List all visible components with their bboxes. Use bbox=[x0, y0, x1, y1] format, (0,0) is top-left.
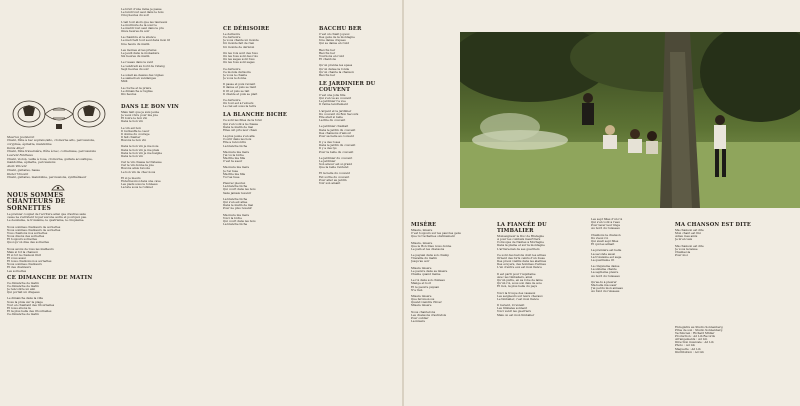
lyric-line bbox=[675, 282, 793, 285]
lyric-line: Buvons le bon vin bbox=[121, 139, 147, 143]
lyric-line: Le bruit d'une rame je passe bbox=[121, 8, 162, 11]
lyric-line: C'est ta sœur bbox=[223, 160, 243, 164]
lyric-line: Et si je meurs bbox=[121, 176, 141, 180]
lyric-line: Dans le bon vin bbox=[121, 120, 143, 124]
column-5 bbox=[408, 210, 488, 406]
credit-role: Dieter Vincent bbox=[7, 171, 29, 176]
credit-line: Enregistré au Studio Sonnenberg bbox=[675, 325, 723, 329]
lyric-line: Et qui les aimait bbox=[591, 243, 615, 247]
lyric-line: Où tout est à l'envers bbox=[223, 102, 254, 106]
lyric-line: Et chantons bbox=[319, 58, 336, 62]
column-6 bbox=[494, 210, 582, 406]
lyric-line: Mais tant que je suis jeune bbox=[121, 110, 160, 114]
lyric-line: Et vous aussi bbox=[7, 257, 26, 261]
lyric-line: La quatrième rit bbox=[591, 258, 615, 262]
lyric-line: Pour moi bbox=[675, 254, 688, 258]
lyric-line: Ma chanson est dite bbox=[675, 244, 704, 248]
lyric-line: Et la plus belle des ritournelles bbox=[7, 310, 52, 313]
lyric-line: Misère misère bbox=[411, 294, 432, 298]
lyric-line: Avec les timbaliers, ainsi bbox=[497, 275, 533, 279]
song-title: CE DIMANCHE DE MATIN bbox=[7, 274, 93, 281]
lyric-line: Le jardinier du couvent bbox=[319, 156, 353, 160]
lyric-line: A pour les combats meurtriers bbox=[497, 238, 541, 242]
lyric-line: Le paysan dans son champ bbox=[411, 254, 450, 258]
lyric-line: Qui se danse en rond bbox=[319, 42, 350, 46]
lyric-line: Sans jamais revenir bbox=[223, 191, 252, 195]
band-photo bbox=[460, 32, 800, 208]
lyric-line: Et le pauvre paysan bbox=[411, 285, 440, 289]
lyric-line: Je vous chante un monde bbox=[223, 39, 259, 43]
lyric-line bbox=[411, 330, 485, 333]
lyric-line: Le ciel est sous la terre bbox=[223, 105, 257, 109]
lyric-line: Misère, misère bbox=[411, 241, 433, 245]
lyric-line: Le vin est bon bbox=[121, 126, 141, 130]
lyric-line: Où les fous sont des rois bbox=[223, 54, 258, 58]
lyric-line: Mon chant est fini bbox=[675, 232, 701, 236]
lyric-line: Travaille du matin bbox=[411, 257, 437, 261]
column-4 bbox=[316, 0, 400, 406]
lyric-line: Nous sommes chanteurs bbox=[7, 263, 42, 267]
lyric-line: Je vous le donne bbox=[223, 76, 247, 80]
lyric-line: Le mardi tout seul dans le pré bbox=[121, 26, 164, 30]
lyric-line: Il fait chanter bbox=[121, 136, 141, 140]
lyric-line: La tête sous le robinet bbox=[121, 186, 153, 190]
lyric-line: Le roseau dans le vent bbox=[121, 61, 154, 65]
lyric-line: Convoqué de Nantes à Mortagne bbox=[497, 241, 544, 245]
lyric-line: Les seigneurs sur leurs chevaux bbox=[497, 294, 543, 298]
lyric-line: Le jeudi dans le monastère bbox=[121, 51, 160, 55]
lyric-line: Monseigneur le Duc de Bretagne bbox=[497, 235, 544, 238]
lyric-line: J'ai perdu mon anneau bbox=[591, 287, 624, 291]
lyric-line: Nous sommes chanteurs de sornettes bbox=[7, 225, 61, 229]
lyric-line: Et la belle du couvent bbox=[319, 172, 350, 176]
lyric-line: L'un d'entre eux est mon fiancé bbox=[497, 266, 542, 270]
lyric-line: Car le vin donne la joie bbox=[121, 164, 154, 168]
lyric-line: Ma fille ma fille bbox=[223, 157, 246, 161]
lyric-line: Dans la plaine et sur la montagne bbox=[497, 244, 545, 248]
song-lyrics bbox=[591, 218, 665, 331]
lyric-line: Car le vin chasse la tristesse bbox=[121, 161, 162, 165]
lyric-line: Sous la pluie sur la plage bbox=[7, 300, 43, 304]
lyric-line bbox=[319, 198, 397, 201]
lyric-line: Les sept filles d'un roi bbox=[591, 218, 623, 221]
lyric-line: Quoi qu'on dise des sornettes bbox=[7, 241, 49, 245]
lyric-line: Ma mère ma mère bbox=[223, 150, 250, 154]
lyric-line: Je m'en vais bbox=[675, 238, 693, 242]
lyric-line: Voici venir les guerriers bbox=[497, 310, 531, 314]
song-title: LE JARDINIER DU COUVENT bbox=[319, 80, 376, 93]
lyric-line: Il passe et puis revient bbox=[223, 83, 256, 87]
lyric-line bbox=[121, 189, 211, 192]
lyric-line: Elle était si belle bbox=[319, 115, 343, 119]
lyric-line: Les pieds sous le tonneau bbox=[121, 183, 158, 187]
column-7 bbox=[588, 210, 668, 406]
lyric-line: Des gens de la montagne bbox=[319, 36, 355, 40]
credit-role: Laurent Feldhaus bbox=[7, 153, 33, 158]
lyric-line: Nous avons de tous les malheurs bbox=[7, 247, 54, 251]
lyric-line: Ma fille ma fille bbox=[223, 172, 246, 176]
song-lyrics bbox=[411, 229, 485, 333]
lyric-line: Le dérisoire bbox=[223, 33, 241, 36]
lyric-line: Ce monde dérisoire bbox=[223, 70, 251, 74]
lyric-line: Ce dimanche de matin bbox=[7, 281, 39, 285]
lyric-line: Pleurez pleurez bbox=[223, 182, 246, 186]
lyric-line: Jusqu'au soir bbox=[411, 260, 430, 264]
band-photo-image bbox=[460, 32, 800, 208]
lyric-line: Des chansons d'amour bbox=[319, 131, 352, 135]
lyric-line: Six heures du matin bbox=[121, 55, 150, 59]
lyric-line: Qu'un pâtre, en sa robe de laine bbox=[497, 278, 543, 282]
lyric-line: Dans le bon vin je me baigne bbox=[121, 151, 163, 155]
song-title: LA FIANCÉE DU TIMBALIER bbox=[497, 222, 547, 234]
lyric-line: Nous chanterons bbox=[411, 310, 436, 314]
song-title: NOUS SOMMES CHANTEURS DE SORNETTES bbox=[7, 191, 66, 212]
lyric-line: Je l'ai tuée bbox=[223, 169, 239, 173]
song-title: MA CHANSON EST DITE bbox=[675, 222, 752, 228]
lyric-line: Un monde fait de rien bbox=[223, 42, 255, 46]
lyric-line: La misère bbox=[411, 320, 426, 324]
lyric-line: Le mercredi tout seul dans mon lit bbox=[121, 39, 170, 43]
lyric-line: Ce dérisoire bbox=[223, 98, 241, 102]
song-lyrics bbox=[319, 33, 397, 77]
lyric-line: Du couvent du Bon Secours bbox=[319, 112, 359, 116]
lyric-line: Courir dans les bois bbox=[223, 138, 252, 142]
lyric-line: La chambre et le silence bbox=[121, 36, 156, 40]
lyric-line: Le roi dans son château bbox=[411, 279, 445, 283]
lyric-line: Le deuxième, le troisième, le quatrième, le cinquième. bbox=[7, 219, 85, 223]
lyric-line: La septième pleure bbox=[591, 271, 619, 275]
lyric-line: Le lundi tout seul dans le bois bbox=[121, 11, 164, 15]
song-title: BACCHU BER bbox=[319, 26, 362, 32]
lyric-line: Le jardinier bbox=[319, 159, 336, 163]
lyric-line: Ce sont des barons dont les armes bbox=[497, 253, 546, 257]
lyric-line: Il rit et puis se tait bbox=[223, 89, 250, 93]
lyric-line: Il y a des lys bbox=[319, 147, 337, 151]
lyric-line: Le pauvre dans sa misère bbox=[411, 269, 448, 273]
lyric-line: Voici la troupe des vassaux bbox=[497, 291, 536, 295]
lyric-line: Il donne du courage bbox=[121, 132, 150, 136]
lyric-line: La sixième chante bbox=[591, 268, 617, 272]
lyric-line: Ma belle ma sœur bbox=[591, 283, 617, 287]
lyric-line: Pour ne plus revenir bbox=[223, 207, 252, 211]
lyric-line: Il chante et puis se plaît bbox=[223, 92, 258, 96]
lyric-line: La cinquième danse bbox=[591, 265, 620, 269]
lyric-line: Qu'un roi, sous son dais de soie bbox=[497, 282, 542, 286]
lyric-line: Qui s'en est allée bbox=[223, 201, 248, 205]
lyric-line: Ce sont les filles de la forêt bbox=[223, 119, 262, 123]
lyric-line: Une heure du matin bbox=[121, 42, 150, 46]
song-lyrics bbox=[319, 94, 397, 201]
lyric-line: J'ai vu la biche bbox=[223, 153, 244, 157]
lyric-line: Chantez-la bbox=[675, 250, 691, 254]
lyric-line: La blanche biche bbox=[223, 197, 248, 201]
song-lyrics bbox=[121, 111, 211, 193]
lyric-line: Le murmure de la source bbox=[121, 23, 157, 27]
lyric-line: Des écuyers, des hommes d'armes bbox=[497, 263, 546, 267]
musician-credits bbox=[7, 136, 109, 180]
lyric-line: Le premier couplet de l'écriture ainsi que d'autres sans bbox=[7, 213, 86, 217]
small-emblem-icon bbox=[51, 183, 65, 191]
column-1 bbox=[4, 0, 112, 406]
lyric-line: Qui court dans les bois bbox=[223, 188, 256, 192]
lyric-line: C'est une jolie fille bbox=[319, 93, 346, 97]
lyric-line: Le bon vin de chez nous bbox=[121, 170, 156, 174]
lyric-line: Qui s'en vont à la chasse bbox=[223, 122, 259, 126]
lyric-line: Bacchu ber bbox=[319, 51, 336, 55]
lyric-line: Dans le bon vin je me noie bbox=[121, 145, 159, 149]
lyric-line: Et si tôt la chanson finit bbox=[7, 253, 41, 257]
lyric-line: Cinq heures du soir bbox=[121, 14, 149, 18]
credit-line: Arrangements : Ad Lib bbox=[675, 338, 708, 342]
song-title: LA BLANCHE BICHE bbox=[223, 112, 288, 119]
lyric-line: Ma mère ma mère bbox=[223, 213, 250, 217]
lyric-line: La blanche biche bbox=[223, 144, 248, 148]
song-title: MISÈRE bbox=[411, 222, 437, 228]
lyric-line: Tous chantons nos sornettes bbox=[7, 231, 48, 235]
lyric-line: Pour sa belle au couvent bbox=[319, 134, 354, 138]
lyric-line: Dix heures bbox=[121, 92, 137, 96]
lyric-line: Dans le jardin du couvent bbox=[319, 144, 356, 148]
lyric-line: Il l'aime tendrement bbox=[319, 103, 348, 107]
lyric-line: Qui s'en va au couvent bbox=[319, 97, 352, 101]
lyric-line: Les timbales sonnent bbox=[497, 307, 528, 311]
credit-line: Prise de son : Studio Sonnenberg bbox=[675, 328, 723, 332]
lyric-line: Que le Bon Dieu nous donne bbox=[411, 244, 452, 248]
song-lyrics bbox=[223, 119, 309, 226]
lyric-line: Qui s'en vont à l'eau bbox=[591, 221, 620, 225]
lyric-line: Et toujours sornettes bbox=[7, 238, 37, 242]
lyric-line: Ce dimanche de matin bbox=[7, 284, 39, 288]
lyric-line: Le timbalier, c'est mon fiancé bbox=[497, 297, 539, 301]
lyric-line: Voir son amant bbox=[319, 181, 341, 185]
lyric-line: Est sortie du couvent bbox=[319, 175, 350, 179]
lyric-line: Le jardinier l'a vue bbox=[319, 100, 346, 104]
song-lyrics bbox=[675, 229, 793, 286]
lyric-line: Qu'on prenne les épées bbox=[319, 64, 353, 68]
column-3 bbox=[220, 0, 312, 406]
column-8 bbox=[672, 210, 796, 406]
lyric-line: Tout en chantant des ritournelles bbox=[7, 303, 55, 307]
lyric-line: La première est belle bbox=[591, 249, 622, 253]
lyric-line: Elle a rencontré bbox=[223, 141, 246, 145]
lyric-line bbox=[497, 379, 579, 382]
credit-text: Chant, violon, veille à roue, cromorne, guitare acoustique, mandoline, épinette, percussions bbox=[7, 156, 93, 165]
lyric-line: Son amour est si grand bbox=[319, 163, 353, 167]
lyric-line: Il y a des roses bbox=[319, 141, 341, 145]
lyric-line: Je vous le chante bbox=[223, 73, 248, 77]
lyric-line: Les sornettes bbox=[7, 269, 27, 273]
lyric-line: Le soleil au-dessus des vignes bbox=[121, 73, 164, 77]
lyric-line: Au bord du ruisseau bbox=[591, 227, 620, 231]
lyric-line: Il réchauffe le cœur bbox=[121, 129, 150, 133]
lyric-line: Ce dérisoire bbox=[223, 67, 241, 71]
lyric-line: Une danse d'épées bbox=[319, 39, 346, 43]
page-fold bbox=[402, 0, 404, 406]
lyric-line: Et nous étions là bbox=[7, 306, 31, 310]
lyric-line: Qui avait sept filles bbox=[591, 239, 619, 243]
column-2 bbox=[118, 0, 214, 406]
lyric-line: Dans le bon vin bbox=[121, 154, 143, 158]
lyric-line: Et des chanteurs bbox=[7, 266, 32, 270]
lyric-line: Qu'on chante la chanson bbox=[319, 70, 354, 74]
lyric-line: Je veux vivre pour ma joie bbox=[121, 114, 158, 118]
lyric-line: Adieu mes amis bbox=[675, 235, 698, 239]
lyric-line: Des preux vieillis dans les alarmes bbox=[497, 260, 547, 264]
song-lyrics bbox=[7, 282, 109, 317]
lyric-line: Elles ont pris leur chien bbox=[223, 128, 257, 132]
lyric-line: Que la belle l'entend bbox=[319, 166, 349, 170]
lyric-line: Qui portait un drapeau bbox=[7, 291, 40, 295]
lyric-line: Le jardinier chantait bbox=[319, 125, 349, 129]
lyric-line: L'œil tout alors que les taureaux bbox=[121, 20, 168, 24]
lyric-line: Ma mère ma mère bbox=[223, 166, 250, 170]
lyric-line: Sept heures du soir bbox=[121, 67, 149, 71]
lyric-line: C'est toujours sur les pauvres gens bbox=[411, 232, 461, 236]
lyric-line: Tu l'as tuée bbox=[223, 175, 240, 179]
lyric-line: L'argent et le jardinier bbox=[319, 109, 352, 113]
credit-line: Direction musicale : Ad Lib bbox=[675, 341, 714, 345]
lyric-line: Le samedi en vendanges bbox=[121, 77, 156, 81]
credit-line: Distribution : Ad Lib bbox=[675, 350, 704, 354]
lyric-line: Pour la belle du couvent bbox=[319, 150, 354, 154]
lyric-line: La cloche et la prière bbox=[121, 86, 152, 90]
credit-text: Chant, flûte à bec soprano/alto, cromorne alto, percussions, coryphée, épinette, mandoline bbox=[7, 138, 95, 146]
lyric-line: Chante quand même bbox=[411, 272, 441, 276]
lyric-line: Pour laver leur linge bbox=[591, 224, 621, 228]
credit-text: Chant, guitares, basse bbox=[7, 167, 40, 172]
song-lyrics bbox=[121, 8, 211, 96]
lyric-line: Onze heures du soir bbox=[121, 29, 150, 33]
lyric-line: Ce dimanche de matin bbox=[7, 313, 39, 317]
lyric-line: Et moi, la plus belle du pays bbox=[497, 285, 538, 289]
lyric-line: C'est un chant joyeux bbox=[319, 33, 350, 36]
lyric-line: Pour oublier bbox=[411, 316, 429, 320]
lyric-line: Nous sommes chanteurs de sornettes bbox=[7, 228, 61, 232]
song-title: CE DÉRISOIRE bbox=[223, 26, 270, 32]
lyric-line: Où les fous sont sages bbox=[223, 61, 255, 65]
lyric-line: Et boire le bon vin bbox=[121, 117, 148, 121]
credit-line: Photo : Ad Lib bbox=[675, 344, 696, 348]
lyric-line bbox=[591, 328, 665, 331]
lyric-line: Quand viendra l'hiver bbox=[411, 301, 442, 305]
lyric-line: Du vieux roi bbox=[591, 236, 609, 240]
lyric-line: Enterrez-moi dans une cave bbox=[121, 180, 161, 184]
lyric-line: Mange et boit bbox=[411, 282, 431, 286]
credit-line: Maquette : Ad Lib bbox=[675, 347, 701, 351]
lyric-line: Chantons la chanson bbox=[591, 233, 621, 237]
lyric-line: La troisième est sage bbox=[591, 255, 622, 259]
lyric-line: Voici la biche bbox=[223, 216, 242, 220]
lyric-line: Dans le jardin du couvent bbox=[319, 128, 356, 132]
lyric-line: Qui court dans les bois bbox=[223, 219, 256, 223]
lyric-line: Il revient, il revient bbox=[497, 304, 525, 308]
lyric-line: Je vous la laisse bbox=[675, 247, 698, 251]
lyric-line: Dans le matin de mai bbox=[223, 125, 254, 129]
credit-line: Technicien : Richard Müller bbox=[675, 331, 715, 335]
lyric-line: cesse ne s'arrêtent ni par aucune autre et pourquoi pas. bbox=[7, 216, 87, 220]
lyric-line: Misère misère bbox=[411, 304, 432, 308]
lyric-line: Buvons amis buvons bbox=[121, 167, 150, 171]
lyric-line: Au fond du ruisseau bbox=[591, 290, 620, 294]
lyric-line: Bacchu ber bbox=[319, 48, 336, 52]
lyric-line: Le vendredi au bord de l'étang bbox=[121, 64, 165, 68]
credit-line: Production : Ad Lib Records bbox=[675, 334, 715, 338]
lyric-line: La seconde aussi bbox=[591, 252, 616, 256]
lyric-line: Un monde de dérision bbox=[223, 45, 255, 49]
credit-role: Maurice Jeanneret bbox=[7, 135, 35, 139]
lyric-line: Que tu t'acharnes obstinément bbox=[411, 235, 455, 239]
lyric-line: La plus jeune s'en alla bbox=[223, 135, 255, 139]
lyric-line: Où les sages sont fous bbox=[223, 58, 255, 62]
lyric-line: Qu'as-tu à pleurer bbox=[591, 280, 617, 284]
lyric-line: Dans le bon vin je me plais bbox=[121, 148, 160, 152]
song-lyrics bbox=[7, 213, 109, 273]
credit-role: Denis Alber bbox=[7, 145, 25, 150]
lyric-line: La blanche biche bbox=[223, 223, 248, 227]
credit-line bbox=[675, 360, 793, 363]
lyric-line: Ma chanson est dite bbox=[675, 229, 704, 232]
song-lyrics bbox=[223, 33, 309, 108]
lyric-line: Ce dérisoire bbox=[223, 36, 241, 40]
lyric-line: Je rencontre un ami bbox=[7, 288, 36, 292]
lyric-line: Midi bbox=[121, 80, 128, 84]
lyric-line: L'arrière-ban de ses guerriers bbox=[497, 247, 540, 251]
lyric-line: Au bord du ruisseau bbox=[591, 274, 620, 278]
lyric-line: Mais si tôt la chanson bbox=[7, 250, 38, 254]
lyric-line: Les chansons d'autrefois bbox=[411, 313, 447, 317]
lyric-line: Mais où est mon timbalier bbox=[497, 313, 535, 317]
lyric-line: Les moines et les prières bbox=[121, 48, 157, 52]
lyric-line: Le pain et les chansons bbox=[411, 247, 445, 251]
lyric-line: Bacchu ber bbox=[319, 73, 336, 77]
song-lyrics bbox=[497, 235, 579, 383]
lyric-line: Qu'on danse la ronde bbox=[319, 67, 350, 71]
lyric-line: Et nous chantons nos sornettes bbox=[7, 260, 52, 264]
lyric-line: Misère misère bbox=[411, 266, 432, 270]
lyric-line: Le dimanche à l'église bbox=[121, 89, 153, 93]
song-title: DANS LE BON VIN bbox=[121, 103, 179, 110]
lyric-line: Il est parti pour l'Aquitaine bbox=[497, 272, 536, 276]
lyric-line: Où les rois sont des fous bbox=[223, 51, 258, 55]
lyric-line: Dans le matin de mai bbox=[223, 204, 254, 208]
lyric-line: Il danse et puis se tient bbox=[223, 86, 257, 90]
lyric-line: La fille du couvent bbox=[319, 119, 346, 123]
lyric-line: Nous disons des sornettes bbox=[7, 235, 45, 239]
credit-text: Chant, guitares, mandoline, percussions, synthétiseur bbox=[7, 175, 87, 180]
production-credits bbox=[675, 326, 793, 364]
lyric-line: Ornent des forts ceints d'un fossé bbox=[497, 256, 545, 260]
lyric-line: Le dimanche dans la ville bbox=[7, 297, 44, 301]
heraldic-emblem-icon bbox=[9, 96, 109, 132]
credit-text: Chant, flûte traversière, flûte à bec, cornemuse, percussions bbox=[7, 149, 96, 154]
credit-role: Alain Vincent bbox=[7, 164, 27, 169]
lyric-line: Misère, misère bbox=[411, 229, 433, 232]
lyric-line: Tournons en rond bbox=[319, 54, 345, 58]
lyric-line: N'a rien bbox=[411, 288, 423, 292]
lyric-line: Que ferons-nous bbox=[411, 298, 435, 302]
lyric-line: Pour aller au jardin bbox=[319, 178, 347, 182]
lyric-line: La blanche biche bbox=[223, 185, 248, 189]
